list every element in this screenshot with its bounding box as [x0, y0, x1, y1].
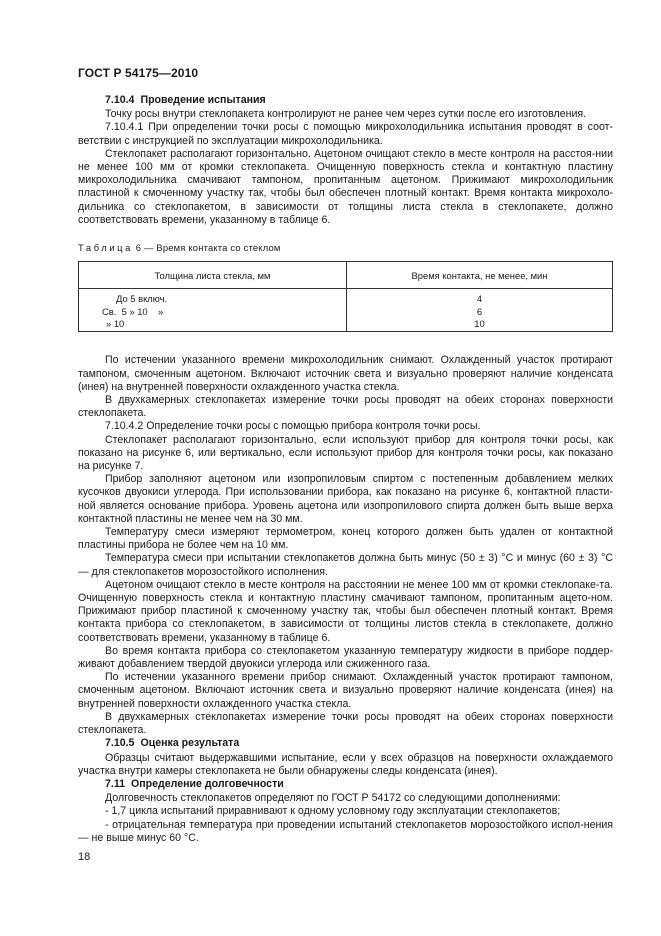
section-title: Оценка результата [140, 737, 240, 750]
table-header-thickness: Толщина листа стекла, мм [79, 262, 347, 289]
table-caption-text: 6 — Время контакта со стеклом [135, 242, 281, 254]
table-cell-time-column [347, 289, 613, 332]
paragraph: Стеклопакет располагают горизонтально, если используют прибор для контроля точки росы, как показано на рисунке 6, или вертикально, если используют прибор для контроля точки росы, как показано на рисунке 7. [78, 433, 613, 473]
section-number: 7.10.4 [105, 94, 135, 106]
section-heading-7-10-5 [78, 737, 613, 750]
section-heading-7-11 [78, 778, 613, 791]
list-item: - 1,7 цикла испытаний приравнивают к одному условному году эксплуатации стеклопакетов; [105, 805, 561, 818]
paragraph: В двухкамерных стеклопакетах измерение точки росы проводят на обеих сторонах поверхности стеклопакета. [78, 710, 613, 737]
section-heading-7-10-4 [78, 94, 613, 107]
paragraph: В двухкамерных стеклопакетах измерение точки росы проводят на обеих сторонах поверхности стеклопакета. [78, 394, 613, 420]
table-cell-thickness-column [79, 289, 347, 332]
table-cell-time: 10 [474, 318, 485, 330]
section-title: Проведение испытания [140, 94, 266, 106]
paragraph: По истечении указанного времени микрохолодильник снимают. Охлажденный участок протирают тампоном, смоченным ацетоном. Включают источник света и визуально проверяют наличие конденсата (инея) на внутренней поверхности охлажденного участка стекла. [78, 354, 613, 393]
table-cell-time: 4 [476, 293, 483, 305]
document-body [78, 94, 613, 845]
paragraph: Образцы считают выдержавшими испытание, если у всех образцов на поверхности охлаждаемого участка внутри камеры стеклопакета не были обнаружены следы конденсата (инея). [78, 751, 613, 777]
paragraph: Температуру смеси измеряют термометром, конец которого должен быть удален от контактной пластины прибора не более чем на 10 мм. [78, 526, 613, 552]
section-title: Определение долговечности [131, 777, 284, 790]
paragraph: Стеклопакет располагают горизонтально. Ацетоном очищают стекло в месте контроля на расстоя-нии не менее 100 мм от кромки стеклопакета. Очищенную поверхность стекла и контактную пластину микрохолодильника смачивают тампоном, пропитанным ацетоном. Прижимают микрохолодильник пластиной к смоченному участку так, чтобы был обеспечен плотный контакт. Время контакта микрохоло-дильника со стеклопакетом, в зависимости от толщины листа стекла в стеклопакете, должно соответствовать времени, указанному в таблице 6. [78, 147, 613, 226]
table-header-time: Время контакта, не менее, мин [347, 262, 613, 289]
table-caption-label: Таблица [78, 242, 133, 254]
paragraph: По истечении указанного времени прибор снимают. Охлажденный участок протирают тампоном, смоченным ацетоном. Включают источник света и визуально проверяют наличие конденсата (инея) на внутренней поверхности охлажденного участка стекла. [78, 671, 613, 710]
list-item: - отрицательная температура при проведении испытаний стеклопакетов морозостойкого испол-нения — не выше минус 60 °С. [78, 818, 613, 844]
table-cell-thickness: Св. 5 » 10 » [102, 305, 164, 317]
section-number: 7.11 [105, 777, 126, 790]
section-number: 7.10.5 [105, 737, 135, 750]
paragraph: Долговечность стеклопакетов определяют по ГОСТ Р 54172 со следующими дополнениями: [105, 792, 561, 805]
paragraph: 7.10.4.2 Определение точки росы с помощью прибора контроля точки росы. [105, 420, 481, 433]
paragraph: Ацетоном очищают стекло в месте контроля на расстоянии не менее 100 мм от кромки стеклопаке-та. Очищенную поверхность стекла и контактную пластину смачивают тампоном, пропитанным ацето-ном. Прижимают прибор пластиной к смоченному участку так, чтобы был обеспечен плотный контакт. Время контакта прибора со стеклопакетом, в зависимости от толщины листов стекла в стеклопакете, должно соответствовать времени, указанному в таблице 6. [78, 578, 613, 644]
paragraph: 7.10.4.1 При определении точки росы с помощью микрохолодильника испытания проводят в соот-ветствии с инструкцией по эксплуатации микрохолодильника. [78, 121, 613, 147]
table-cell-time: 6 [476, 305, 483, 317]
page-number: 18 [78, 851, 91, 863]
document-header: ГОСТ Р 54175—2010 [78, 66, 199, 80]
paragraph: Прибор заполняют ацетоном или изопропиловым спиртом с постепенным добавлением мелких кусочков двуокиси углерода. При использовании прибора, как показано на рисунке 6, контактной пласти-ной является основание прибора. Уровень ацетона или изопропилового спирта должен быть выше верха контактной пластины не менее чем на 30 мм. [78, 473, 613, 525]
paragraph: Температура смеси при испытании стеклопакетов должна быть минус (50 ± 3) °С и минус (60 ± 3) °С — для стеклопакетов морозостойкого исполнения. [78, 552, 613, 578]
contact-time-table [78, 261, 613, 332]
paragraph: Во время контакта прибора со стеклопакетом указанную температуру жидкости в приборе поддер-живают добавлением твердой двуокиси углерода или сжиженного газа. [78, 644, 613, 671]
table-caption [78, 241, 613, 254]
table-cell-thickness: » 10 [106, 318, 125, 330]
paragraph: Точку росы внутри стеклопакета контролируют не ранее чем через сутки после его изготовления. [105, 108, 587, 121]
table-cell-thickness: До 5 включ. [116, 293, 168, 305]
